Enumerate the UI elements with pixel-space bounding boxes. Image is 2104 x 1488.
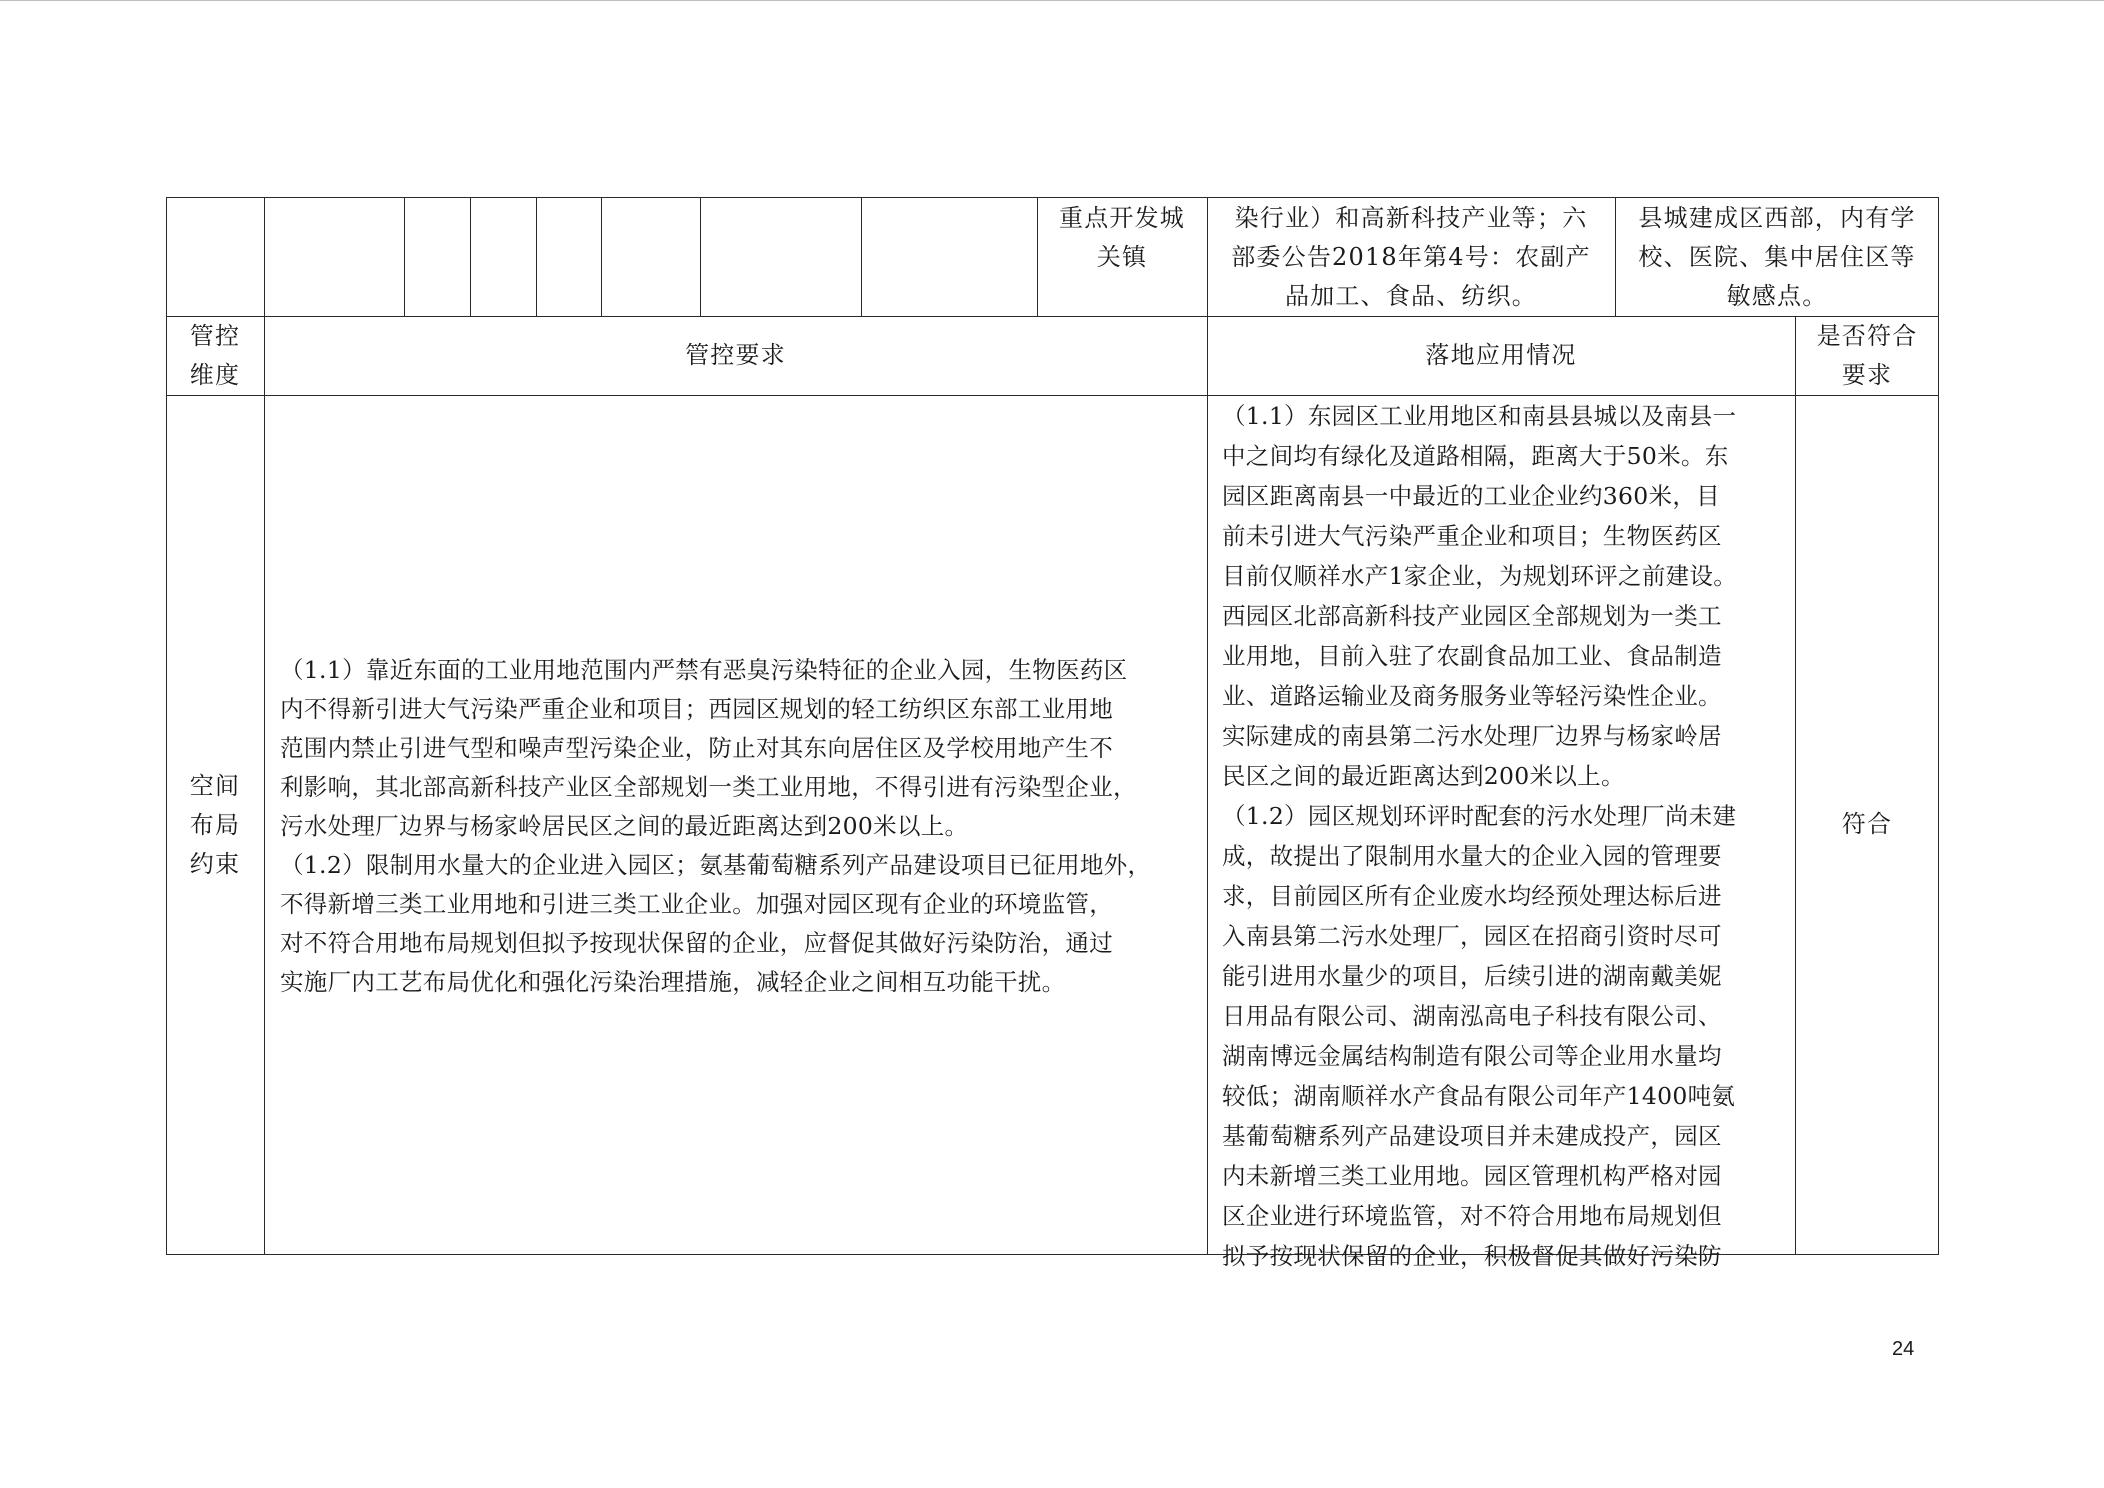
requirement-cell — [280, 651, 1195, 1002]
requirement-line: 内不得新引进大气污染严重企业和项目；西园区规划的轻工纺织区东部工业用地 — [280, 695, 1113, 723]
requirement-line: 污水处理厂边界与杨家岭居民区之间的最近距离达到200米以上。 — [280, 812, 969, 840]
compliance-value: 符合 — [1841, 810, 1893, 838]
requirement-line: 实施厂内工艺布局优化和强化污染治理措施，减轻企业之间相互功能干扰。 — [280, 968, 1066, 996]
page-number: 24 — [1892, 1338, 1915, 1360]
application-cell — [1222, 396, 1792, 1270]
header-requirement — [264, 316, 1207, 395]
requirement-line: 范围内禁止引进气型和噪声型污染企业，防止对其东向居住区及学校用地产生不 — [280, 734, 1113, 762]
col-divider — [536, 197, 537, 316]
application-line: 区企业进行环境监管，对不符合用地布局规划但 — [1222, 1202, 1722, 1230]
dimension-line: 约束 — [189, 850, 241, 878]
col-divider — [700, 197, 701, 316]
sensitive-line: 校、医院、集中居住区等 — [1638, 243, 1916, 271]
application-line: 拟予按现状保留的企业，积极督促其做好污染防 — [1222, 1242, 1722, 1270]
page-top-rule — [0, 0, 2104, 1]
application-line: 成，故提出了限制用水量大的企业入园的管理要 — [1222, 842, 1722, 870]
header-application — [1207, 316, 1795, 395]
application-line: 业、道路运输业及商务服务业等轻污染性企业。 — [1222, 682, 1722, 710]
application-line: 能引进用水量少的项目，后续引进的湖南戴美妮 — [1222, 962, 1722, 990]
requirement-line: （1.2）限制用水量大的企业进入园区；氨基葡萄糖系列产品建设项目已征用地外， — [280, 851, 1152, 879]
application-line: 日用品有限公司、湖南泓高电子科技有限公司、 — [1222, 1002, 1722, 1030]
col-divider — [1795, 316, 1796, 1255]
sensitive-line: 敏感点。 — [1726, 282, 1828, 310]
sensitive-points-cell — [1615, 197, 1939, 316]
zone-type-line: 关镇 — [1096, 243, 1148, 271]
col-divider — [601, 197, 602, 316]
industry-line: 染行业）和高新科技产业等；六 — [1234, 204, 1588, 232]
application-line: 中之间均有绿化及道路相隔，距离大于50米。东 — [1222, 442, 1729, 470]
requirement-line: 对不符合用地布局规划但拟予按现状保留的企业，应督促其做好污染防治，通过 — [280, 929, 1113, 957]
application-line: 较低；湖南顺祥水产食品有限公司年产1400吨氨 — [1222, 1082, 1736, 1110]
industry-line: 部委公告2018年第4号：农副产 — [1231, 243, 1591, 271]
header-dimension — [166, 316, 264, 395]
application-line: （1.2）园区规划环评时配套的污水处理厂尚未建 — [1222, 802, 1737, 830]
application-line: 目前仅顺祥水产1家企业，为规划环评之前建设。 — [1222, 562, 1738, 590]
application-line: 民区之间的最近距离达到200米以上。 — [1222, 762, 1625, 790]
compliance-cell — [1795, 805, 1939, 844]
zone-type-line: 重点开发城 — [1059, 204, 1185, 232]
application-line: 业用地，目前入驻了农副食品加工业、食品制造 — [1222, 642, 1722, 670]
sensitive-line: 县城建成区西部，内有学 — [1638, 204, 1916, 232]
industry-line: 品加工、食品、纺织。 — [1285, 282, 1537, 310]
col-divider — [861, 197, 862, 316]
requirement-line: 不得新增三类工业用地和引进三类工业企业。加强对园区现有企业的环境监管， — [280, 890, 1113, 918]
header-requirement-label: 管控要求 — [685, 341, 786, 369]
application-line: （1.1）东园区工业用地区和南县县城以及南县一 — [1222, 402, 1737, 430]
application-line: 前未引进大气污染严重企业和项目；生物医药区 — [1222, 522, 1722, 550]
col-divider — [404, 197, 405, 316]
dimension-line: 空间 — [189, 772, 241, 800]
application-line: 湖南博远金属结构制造有限公司等企业用水量均 — [1222, 1042, 1722, 1070]
application-line: 求，目前园区所有企业废水均经预处理达标后进 — [1222, 882, 1722, 910]
application-line: 西园区北部高新科技产业园区全部规划为一类工 — [1222, 602, 1722, 630]
header-application-label: 落地应用情况 — [1425, 341, 1577, 369]
header-compliance-line: 是否符合 — [1816, 322, 1918, 350]
industry-cell — [1207, 197, 1615, 316]
application-line: 基葡萄糖系列产品建设项目并未建成投产，园区 — [1222, 1122, 1722, 1150]
header-compliance-line: 要求 — [1841, 361, 1893, 389]
requirement-line: （1.1）靠近东面的工业用地范围内严禁有恶臭污染特征的企业入园，生物医药区 — [280, 656, 1128, 684]
application-line: 园区距离南县一中最近的工业企业约360米，目 — [1222, 482, 1720, 510]
col-divider — [470, 197, 471, 316]
zone-type-cell — [1037, 197, 1207, 277]
requirement-line: 利影响，其北部高新科技产业区全部规划一类工业用地，不得引进有污染型企业， — [280, 773, 1137, 801]
application-line: 实际建成的南县第二污水处理厂边界与杨家岭居 — [1222, 722, 1722, 750]
dimension-line: 布局 — [189, 811, 241, 839]
header-dimension-line: 管控 — [189, 322, 241, 350]
header-dimension-line: 维度 — [189, 361, 241, 389]
header-compliance — [1795, 316, 1939, 395]
dimension-cell — [166, 767, 264, 884]
application-line: 内未新增三类工业用地。园区管理机构严格对园 — [1222, 1162, 1722, 1190]
application-line: 入南县第二污水处理厂，园区在招商引资时尽可 — [1222, 922, 1722, 950]
